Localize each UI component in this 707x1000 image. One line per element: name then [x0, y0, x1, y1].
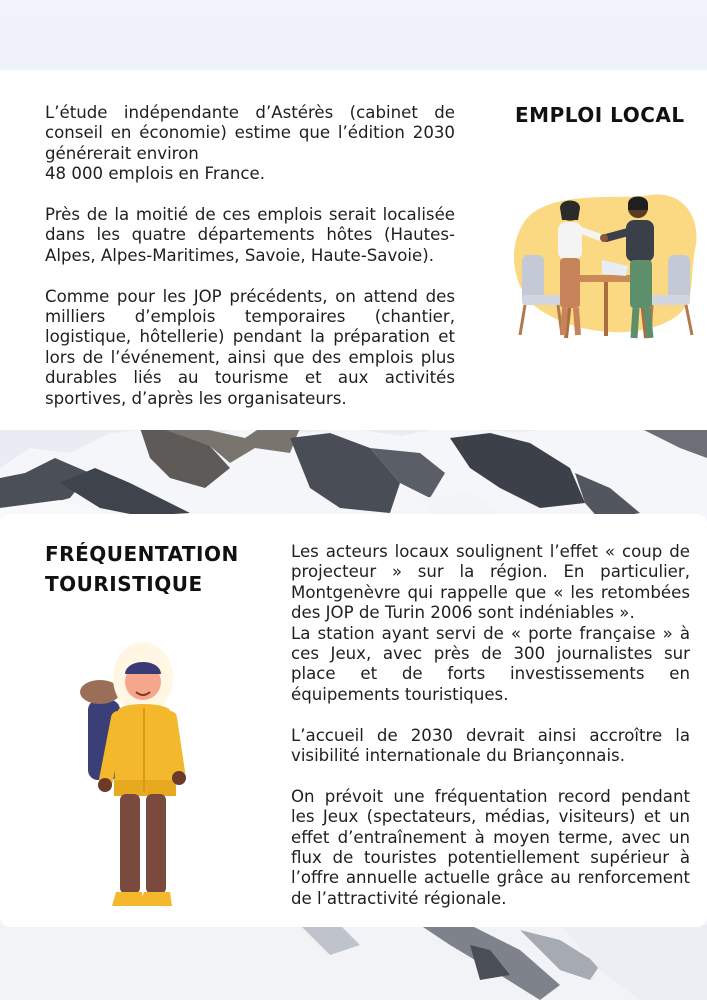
emploi-paragraph-1: L’étude indépendante d’Astérès (cabinet de conseil en économie) estime que l’édition 2030 générerait environ	[45, 103, 455, 163]
freq-paragraph-3: On prévoit une fréquentation record pendant les Jeux (spectateurs, médias, visiteurs) et un effet d’entraînement à moyen terme, avec un flux de touristes potentiellement supérieur à l’offre annuelle actuelle grâce au renforcement de l’attractivité régionale.	[291, 786, 690, 908]
hiker-illustration	[78, 640, 188, 910]
frequentation-heading-line1: FRÉQUENTATION	[45, 542, 239, 566]
handshake-illustration	[510, 190, 700, 350]
freq-paragraph-1b: La station ayant servi de « porte française » à ces Jeux, avec près de 300 journalistes sur place et de forts investissements en équipements touristiques.	[291, 623, 690, 704]
emploi-paragraph-1-figure: 48 000 emplois en France.	[45, 164, 265, 184]
freq-paragraph-2: L’accueil de 2030 devrait ainsi accroître la visibilité internationale du Briançonnais.	[291, 725, 690, 766]
emploi-paragraph-2: Près de la moitié de ces emplois serait localisée dans les quatre départements hôtes (Hautes-Alpes, Alpes-Maritimes, Savoie, Haute-Savoie).	[45, 205, 455, 265]
mountain-photo-band	[0, 428, 707, 523]
emploi-local-heading: EMPLOI LOCAL	[515, 103, 685, 127]
snow-slope-photo	[0, 925, 707, 1000]
emploi-paragraph-3: Comme pour les JOP précédents, on attend des milliers d’emplois temporaires (chantier, logistique, hôtellerie) pendant la préparation et lors de l’événement, ainsi que des emplois plus durables liés au tourisme et aux activités sportives, d’après les organisateurs.	[45, 286, 455, 408]
frequentation-heading-line2: TOURISTIQUE	[45, 572, 203, 596]
frequentation-heading	[45, 540, 239, 598]
freq-paragraph-1: Les acteurs locaux soulignent l’effet « coup de projecteur » sur la région. En particulier, Montgenèvre qui rappelle que « les retombées des JOP de Turin 2006 sont indéniables ».	[291, 542, 690, 623]
emploi-local-text	[45, 103, 455, 409]
frequentation-text	[291, 542, 690, 909]
